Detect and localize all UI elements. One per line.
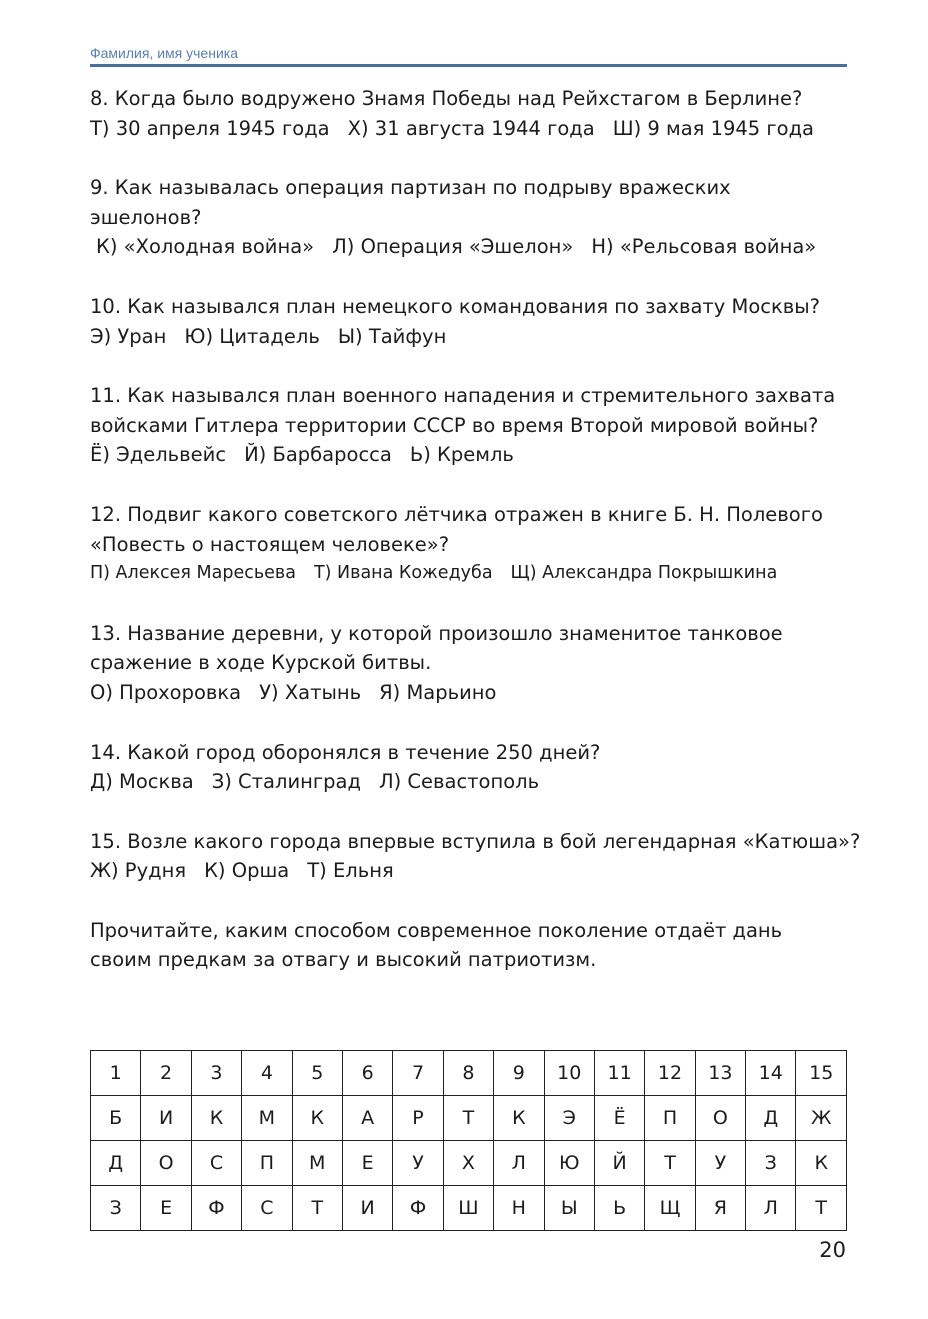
question-text: 9. Как называлась операция партизан по подрыву вражеских: [90, 176, 731, 200]
question-text: 11. Как назывался план военного нападения и стремительного захвата: [90, 384, 836, 408]
answer-option: Щ) Александра Покрышкина: [510, 563, 778, 584]
answer-option: Я) Марьино: [379, 680, 497, 704]
answer-options: [90, 440, 860, 470]
table-cell: Ж: [796, 1096, 847, 1141]
table-column-number: 6: [342, 1051, 392, 1096]
table-cell: Д: [746, 1096, 796, 1141]
table-column-number: 3: [191, 1051, 241, 1096]
answer-option: О) Прохоровка: [90, 680, 242, 704]
answer-option: Ь) Кремль: [409, 443, 514, 467]
answer-options: [90, 559, 860, 589]
table-column-number: 13: [695, 1051, 745, 1096]
question-text: 8. Когда было водружено Знамя Победы над Рейхстагом в Берлине?: [90, 87, 803, 110]
answer-option: Ш) 9 мая 1945 года: [612, 116, 815, 140]
table-cell: И: [141, 1096, 191, 1141]
quiz-content: [90, 84, 860, 975]
answer-options: [90, 767, 860, 797]
table-row: [91, 1141, 847, 1186]
table-cell: Э: [544, 1096, 594, 1141]
page-number: 20: [819, 1238, 846, 1262]
table-cell: П: [645, 1096, 695, 1141]
question-text: 10. Как назывался план немецкого командования по захвату Москвы?: [90, 294, 821, 318]
answer-option: К) «Холодная война»: [96, 235, 315, 259]
answer-option: П) Алексея Маресьева: [90, 563, 296, 584]
answer-options: [90, 322, 860, 352]
table-cell: Ь: [594, 1186, 644, 1231]
answer-option: К) Орша: [204, 859, 290, 883]
table-column-number: 12: [645, 1051, 695, 1096]
table-column-number: 10: [544, 1051, 594, 1096]
table-cell: Б: [91, 1096, 141, 1141]
instruction-line: Прочитайте, каким способом современное поколение отдаёт дань: [90, 918, 783, 942]
table-cell: Т: [443, 1096, 493, 1141]
table-column-number: 7: [393, 1051, 443, 1096]
table-cell: Т: [645, 1141, 695, 1186]
answer-option: Т) 30 апреля 1945 года: [90, 116, 330, 140]
answer-options: [90, 678, 860, 708]
table-column-number: 4: [242, 1051, 292, 1096]
table-cell: Й: [594, 1141, 644, 1186]
table-row: [91, 1096, 847, 1141]
table-cell: Я: [695, 1186, 745, 1231]
table-cell: Щ: [645, 1186, 695, 1231]
table-cell: А: [342, 1096, 392, 1141]
table-column-number: 14: [746, 1051, 796, 1096]
answer-option: Т) Ельня: [307, 859, 394, 883]
question-13: [90, 619, 860, 708]
table-cell: К: [191, 1096, 241, 1141]
table-cell: Ё: [594, 1096, 644, 1141]
table-cell: Е: [141, 1186, 191, 1231]
answer-options: [90, 114, 860, 144]
question-text: сражение в ходе Курской битвы.: [90, 651, 432, 675]
question-text: эшелонов?: [90, 205, 202, 229]
question-12: [90, 500, 860, 589]
question-11: [90, 381, 860, 470]
table-cell: М: [242, 1096, 292, 1141]
table-cell: С: [242, 1186, 292, 1231]
question-text: войсками Гитлера территории СССР во время Второй мировой войны?: [90, 413, 819, 437]
table-cell: О: [141, 1141, 191, 1186]
table-cell: Р: [393, 1096, 443, 1141]
table-column-number: 11: [594, 1051, 644, 1096]
student-name-label: Фамилия, имя ученика: [90, 45, 238, 61]
table-cell: Е: [342, 1141, 392, 1186]
question-9: [90, 173, 860, 262]
table-cell: Х: [443, 1141, 493, 1186]
table-cell: З: [91, 1186, 141, 1231]
table-cell: Д: [91, 1141, 141, 1186]
instruction-text: [90, 916, 860, 975]
table-cell: З: [746, 1141, 796, 1186]
table-column-number: 15: [796, 1051, 847, 1096]
question-text: «Повесть о настоящем человеке»?: [90, 532, 450, 556]
table-column-number: 1: [91, 1051, 141, 1096]
table-cell: Л: [494, 1141, 544, 1186]
question-8: [90, 84, 860, 143]
table-cell: К: [494, 1096, 544, 1141]
answer-option: Ж) Рудня: [90, 859, 187, 883]
table-cell: Ю: [544, 1141, 594, 1186]
answer-option: З) Сталинград: [211, 770, 361, 794]
answer-option: Т) Ивана Кожедуба: [313, 563, 493, 584]
table-cell: К: [796, 1141, 847, 1186]
table-cell: У: [393, 1141, 443, 1186]
table-column-number: 8: [443, 1051, 493, 1096]
answer-option: Н) «Рельсовая война»: [591, 235, 817, 259]
question-text: 15. Возле какого города впервые вступила в бой легендарная «Катюша»?: [90, 829, 861, 853]
question-14: [90, 738, 860, 797]
question-10: [90, 292, 860, 351]
answer-options: [90, 232, 860, 262]
table-header-row: [91, 1051, 847, 1096]
table-cell: У: [695, 1141, 745, 1186]
table-column-number: 2: [141, 1051, 191, 1096]
table-cell: Т: [796, 1186, 847, 1231]
question-text: 12. Подвиг какого советского лётчика отражен в книге Б. Н. Полевого: [90, 502, 823, 526]
answer-option: Л) Операция «Эшелон»: [332, 235, 574, 259]
answer-options: [90, 856, 860, 886]
table-cell: Н: [494, 1186, 544, 1231]
table-cell: М: [292, 1141, 342, 1186]
table-cell: О: [695, 1096, 745, 1141]
answer-option: Э) Уран: [90, 324, 167, 348]
question-text: 13. Название деревни, у которой произошло знаменитое танковое: [90, 621, 783, 645]
question-15: [90, 827, 860, 886]
table-cell: Т: [292, 1186, 342, 1231]
answer-option: Х) 31 августа 1944 года: [347, 116, 595, 140]
question-text: 14. Какой город оборонялся в течение 250 дней?: [90, 740, 601, 764]
table-column-number: 5: [292, 1051, 342, 1096]
answer-option: Ю) Цитадель: [184, 324, 320, 348]
table-row: [91, 1186, 847, 1231]
answer-option: Д) Москва: [90, 770, 194, 794]
table-cell: Ы: [544, 1186, 594, 1231]
table-cell: И: [342, 1186, 392, 1231]
table-cell: П: [242, 1141, 292, 1186]
answer-option: Ы) Тайфун: [337, 324, 447, 348]
table-cell: Ф: [393, 1186, 443, 1231]
table-cell: Л: [746, 1186, 796, 1231]
answer-option: Л) Севастополь: [378, 770, 540, 794]
table-cell: Ш: [443, 1186, 493, 1231]
instruction-line: своим предкам за отвагу и высокий патриотизм.: [90, 948, 597, 972]
answer-option: Ё) Эдельвейс: [90, 443, 227, 467]
table-cell: Ф: [191, 1186, 241, 1231]
page-header: [90, 44, 847, 67]
table-cell: К: [292, 1096, 342, 1141]
table-cell: С: [191, 1141, 241, 1186]
table-column-number: 9: [494, 1051, 544, 1096]
cipher-table: [90, 1050, 847, 1231]
answer-option: Й) Барбаросса: [244, 443, 392, 467]
answer-option: У) Хатынь: [259, 680, 362, 704]
